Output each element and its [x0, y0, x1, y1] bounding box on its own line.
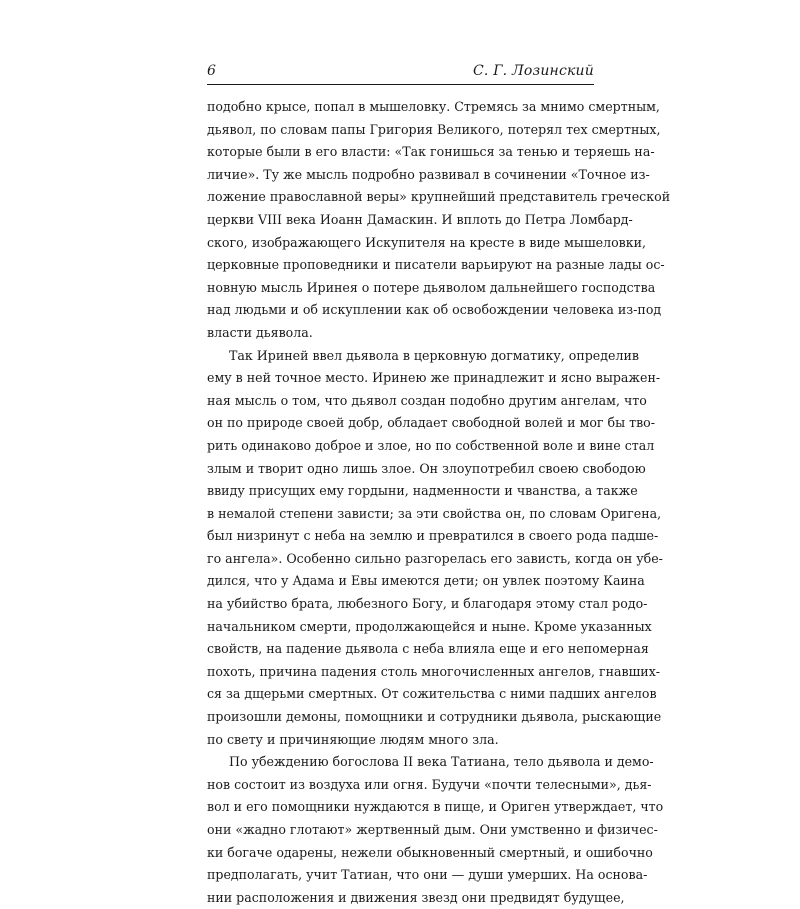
text-line: ского, изображающего Искупителя на кресте в виде мышеловки,: [207, 234, 647, 250]
text-line: го ангела». Особенно сильно разгорелась его зависть, когда он убе-: [207, 550, 663, 566]
text-line: предполагать, учит Татиан, что они — души умерших. На основа-: [207, 867, 648, 883]
text-line: свойств, на падение дьявола с неба влияла еще и его непомерная: [207, 641, 649, 657]
text-line: на убийство брата, любезного Богу, и благодаря этому стал родо-: [207, 596, 648, 612]
text-line: ная мысль о том, что дьявол создан подобно другим ангелам, что: [207, 392, 647, 408]
text-line: дился, что у Адама и Евы имеются дети; он увлек поэтому Каина: [207, 573, 645, 589]
text-line: церкви VIII века Иоанн Дамаскин. И вплоть до Петра Ломбард-: [207, 211, 633, 227]
text-line: ся за дщерьми смертных. От сожительства с ними падших ангелов: [207, 686, 657, 702]
text-line: ввиду присущих ему гордыни, надменности и чванства, а также: [207, 483, 638, 499]
text-line: ему в ней точное место. Иринею же принадлежит и ясно выражен-: [207, 370, 661, 386]
text-line: ложение православной веры» крупнейший представитель греческой: [207, 189, 671, 205]
text-line: новную мысль Иринея о потере дьяволом дальнейшего господства: [207, 279, 656, 295]
body-text: [207, 96, 671, 909]
text-line: злым и творит одно лишь злое. Он злоупотребил своею свободою: [207, 460, 646, 476]
text-line: над людьми и об искуплении как об освобождении человека из-под: [207, 302, 662, 318]
text-line: которые были в его власти: «Так гонишься за тенью и теряешь на-: [207, 144, 655, 160]
text-line: он по природе своей добр, обладает свободной волей и мог бы тво-: [207, 415, 656, 431]
paragraph-2: [207, 345, 663, 752]
text-line: нов состоит из воздуха или огня. Будучи «почти телесными», дья-: [207, 776, 652, 792]
text-line: рить одинаково доброе и злое, но по собственной воле и вине стал: [207, 437, 655, 453]
text-line: власти дьявола.: [207, 324, 313, 340]
header-rule: [207, 84, 594, 85]
text-line: дьявол, по словам папы Григория Великого, потерял тех смертных,: [207, 121, 661, 137]
text-line: Так Ириней ввел дьявола в церковную догматику, определив: [229, 347, 639, 363]
paragraph-1: [207, 96, 671, 345]
text-line: они «жадно глотают» жертвенный дым. Они умственно и физичес-: [207, 822, 658, 837]
text-line: произошли демоны, помощники и сотрудники дьявола, рыскающие: [207, 709, 662, 725]
text-line: подобно крысе, попал в мышеловку. Стремясь за мнимо смертным,: [207, 99, 660, 114]
text-line: похоть, причина падения столь многочисленных ангелов, гнавших-: [207, 663, 661, 679]
text-line: начальником смерти, продолжающейся и ныне. Кроме указанных: [207, 618, 652, 634]
paragraph-3: [207, 751, 664, 909]
running-head: [207, 62, 594, 84]
running-title: С. Г. Лозинский: [472, 63, 594, 79]
text-line: вол и его помощники нуждаются в пище, и Ориген утверждает, что: [207, 799, 664, 815]
text-line: по свету и причиняющие людям много зла.: [207, 731, 499, 747]
text-line: нии расположения и движения звезд они предвидят будущее,: [207, 889, 625, 905]
text-line: личие». Ту же мысль подробно развивал в сочинении «Точное из-: [207, 166, 650, 182]
text-line: в немалой степени зависти; за эти свойства он, по словам Оригена,: [207, 505, 662, 521]
text-line: церковные проповедники и писатели варьируют на разные лады ос-: [207, 257, 665, 273]
text-line: был низринут с неба на землю и превратился в своего рода падше-: [207, 528, 659, 544]
page-number: 6: [207, 63, 216, 79]
text-line: ки богаче одарены, нежели обыкновенный смертный, и ошибочно: [207, 844, 653, 860]
text-line: По убеждению богослова II века Татиана, тело дьявола и демо-: [229, 754, 654, 770]
